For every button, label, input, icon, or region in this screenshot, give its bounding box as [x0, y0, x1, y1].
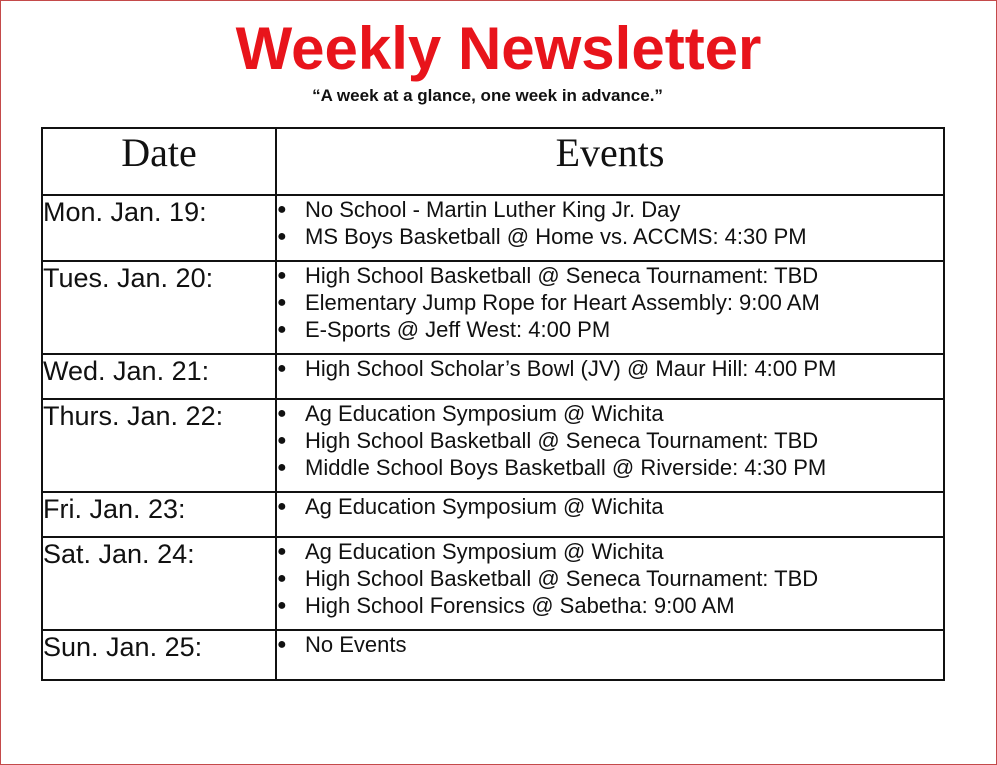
event-text: Elementary Jump Rope for Heart Assembly: 9:00 AM [305, 290, 820, 315]
event-text: Middle School Boys Basketball @ Riverside: 4:30 PM [305, 455, 827, 480]
event-list [277, 493, 943, 520]
bullet-icon: ● [277, 498, 287, 515]
date-cell: Sun. Jan. 25: [42, 630, 276, 680]
date-cell: Mon. Jan. 19: [42, 195, 276, 261]
event-text: No School - Martin Luther King Jr. Day [305, 197, 681, 222]
bullet-icon: ● [277, 321, 287, 338]
event-text: E-Sports @ Jeff West: 4:00 PM [305, 317, 611, 342]
date-cell: Fri. Jan. 23: [42, 492, 276, 537]
event-item [277, 355, 943, 382]
date-cell: Wed. Jan. 21: [42, 354, 276, 399]
bullet-icon: ● [277, 201, 287, 218]
event-text: High School Basketball @ Seneca Tournament: TBD [305, 428, 819, 453]
events-cell [276, 399, 944, 492]
bullet-icon: ● [277, 360, 287, 377]
event-item [277, 262, 943, 289]
bullet-icon: ● [277, 543, 287, 560]
bullet-icon: ● [277, 597, 287, 614]
event-item [277, 427, 943, 454]
table-row [42, 537, 944, 630]
event-item [277, 565, 943, 592]
event-item [277, 631, 943, 658]
events-cell [276, 492, 944, 537]
date-cell: Tues. Jan. 20: [42, 261, 276, 354]
bullet-icon: ● [277, 267, 287, 284]
column-header-events: Events [276, 128, 944, 195]
newsletter-title: Weekly Newsletter [235, 15, 762, 82]
table-row [42, 630, 944, 680]
date-cell: Thurs. Jan. 22: [42, 399, 276, 492]
table-header-row [42, 128, 944, 195]
event-item [277, 289, 943, 316]
event-text: MS Boys Basketball @ Home vs. ACCMS: 4:30 PM [305, 224, 807, 249]
event-item [277, 493, 943, 520]
table-row [42, 354, 944, 399]
bullet-icon: ● [277, 432, 287, 449]
bullet-icon: ● [277, 459, 287, 476]
bullet-icon: ● [277, 570, 287, 587]
bullet-icon: ● [277, 405, 287, 422]
event-item [277, 454, 943, 481]
event-text: Ag Education Symposium @ Wichita [305, 401, 664, 426]
event-item [277, 400, 943, 427]
event-text: High School Basketball @ Seneca Tournament: TBD [305, 566, 819, 591]
bullet-icon: ● [277, 294, 287, 311]
event-text: Ag Education Symposium @ Wichita [305, 539, 664, 564]
date-cell: Sat. Jan. 24: [42, 537, 276, 630]
newsletter-subtitle: “A week at a glance, one week in advance.” [312, 86, 663, 105]
bullet-icon: ● [277, 228, 287, 245]
event-text: No Events [305, 632, 407, 657]
event-item [277, 196, 943, 223]
column-header-date: Date [42, 128, 276, 195]
events-cell [276, 630, 944, 680]
table-row [42, 195, 944, 261]
events-cell [276, 537, 944, 630]
event-text: High School Scholar’s Bowl (JV) @ Maur Hill: 4:00 PM [305, 356, 837, 381]
table-row [42, 492, 944, 537]
schedule-table [41, 127, 945, 681]
events-cell [276, 195, 944, 261]
event-item [277, 316, 943, 343]
event-list [277, 196, 943, 250]
event-item [277, 538, 943, 565]
bullet-icon: ● [277, 636, 287, 653]
event-list [277, 355, 943, 382]
event-text: High School Basketball @ Seneca Tournament: TBD [305, 263, 819, 288]
table-row [42, 261, 944, 354]
event-list [277, 538, 943, 619]
event-text: High School Forensics @ Sabetha: 9:00 AM [305, 593, 735, 618]
event-item [277, 223, 943, 250]
table-row [42, 399, 944, 492]
event-list [277, 631, 943, 658]
event-list [277, 262, 943, 343]
event-list [277, 400, 943, 481]
events-cell [276, 261, 944, 354]
event-text: Ag Education Symposium @ Wichita [305, 494, 664, 519]
event-item [277, 592, 943, 619]
events-cell [276, 354, 944, 399]
